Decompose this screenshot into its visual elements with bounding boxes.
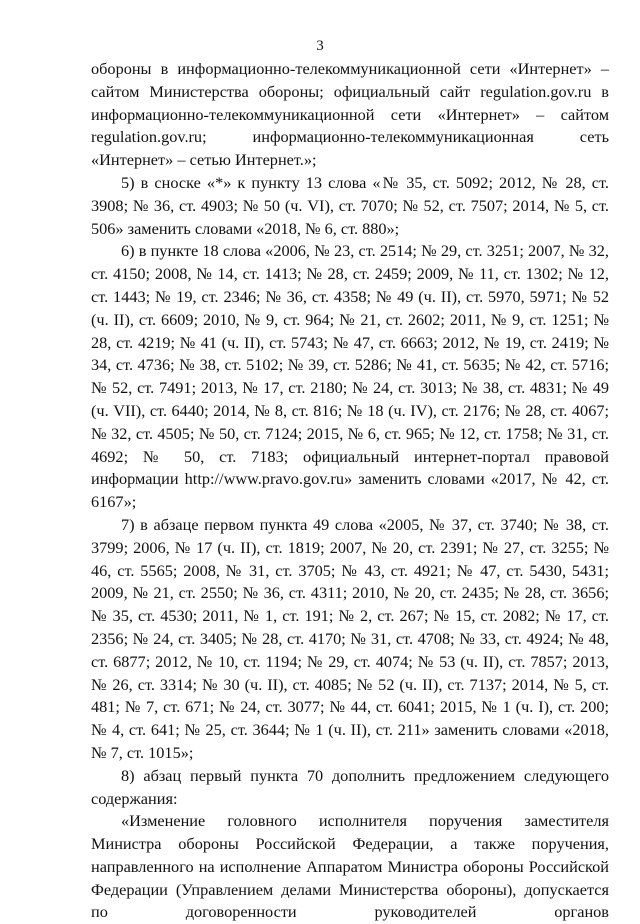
- paragraph-continuation: обороны в информационно-телекоммуникационной сети «Интернет» – сайтом Министерства обороны; официальный сайт regulation.gov.ru в информационно-телекоммуникационной сети «Интернет» – сайтом regulation.gov.ru; информационно-телекоммуникационная сеть «Интернет» – сетью Интернет.»;: [91, 59, 609, 170]
- page-number: 3: [316, 38, 324, 54]
- paragraph-quote: «Изменение головного исполнителя поручения заместителя Министра обороны Российской Федерации, а также поручения, направленного на исполнение Аппаратом Министра обороны Российской Федерации (Управлением делами Министерства обороны), допускается по договоренности руководителей органов: [91, 811, 609, 922]
- document-body: [91, 58, 609, 924]
- paragraph-item-7: 7) в абзаце первом пункта 49 слова «2005, № 37, ст. 3740; № 38, ст. 3799; 2006, № 17 (ч. II), ст. 1819; 2007, № 20, ст. 2391; № 27, ст. 3255; № 46, ст. 5565; 2008, № 31, ст. 3705; № 43, ст. 4921; № 47, ст. 5430, 5431; 2009, № 21, ст. 2550; № 36, ст. 4311; 2010, № 20, ст. 2435; № 28, ст. 3656; № 35, ст. 4530; 2011, № 1, ст. 191; № 2, ст. 267; № 15, ст. 2082; № 17, ст. 2356; № 24, ст. 3405; № 28, ст. 4170; № 31, ст. 4708; № 33, ст. 4924; № 48, ст. 6877; 2012, № 10, ст. 1194; № 29, ст. 4074; № 53 (ч. II), ст. 7857; 2013, № 26, ст. 3314; № 30 (ч. II), ст. 4085; № 52 (ч. II), ст. 7137; 2014, № 5, ст. 481; № 7, ст. 671; № 24, ст. 3077; № 44, ст. 6041; 2015, № 1 (ч. I), ст. 200; № 4, ст. 641; № 25, ст. 3644; № 1 (ч. II), ст. 211» заменить словами «2018, № 7, ст. 1015»;: [91, 514, 609, 762]
- paragraph-item-5: 5) в сноске «*» к пункту 13 слова «№ 35, ст. 5092; 2012, № 28, ст. 3908; № 36, ст. 4903; № 50 (ч. VI), ст. 7070; № 52, ст. 7507; 2014, № 5, ст. 506» заменить словами «2018, № 6, ст. 880»;: [91, 172, 609, 238]
- paragraph-item-8: 8) абзац первый пункта 70 дополнить предложением следующего содержания:: [91, 765, 609, 808]
- paragraph-item-6: 6) в пункте 18 слова «2006, № 23, ст. 2514; № 29, ст. 3251; 2007, № 32, ст. 4150; 2008, № 14, ст. 1413; № 28, ст. 2459; 2009, № 11, ст. 1302; № 12, ст. 1443; № 19, ст. 2346; № 36, ст. 4358; № 49 (ч. II), ст. 5970, 5971; № 52 (ч. II), ст. 6609; 2010, № 9, ст. 964; № 21, ст. 2602; 2011, № 9, ст. 1251; № 28, ст. 4219; № 41 (ч. II), ст. 5743; № 47, ст. 6663; 2012, № 19, ст. 2419; № 34, ст. 4736; № 38, ст. 5102; № 39, ст. 5286; № 41, ст. 5635; № 42, ст. 5716; № 52, ст. 7491; 2013, № 17, ст. 2180; № 24, ст. 3013; № 38, ст. 4831; № 49 (ч. VII), ст. 6440; 2014, № 8, ст. 816; № 18 (ч. IV), ст. 2176; № 28, ст. 4067; № 32, ст. 4505; № 50, ст. 7124; 2015, № 6, ст. 965; № 12, ст. 1758; № 31, ст. 4692; № 50, ст. 7183; официальный интернет-портал правовой информации http://www.pravo.gov.ru» заменить словами «2017, № 42, ст. 6167»;: [91, 241, 609, 512]
